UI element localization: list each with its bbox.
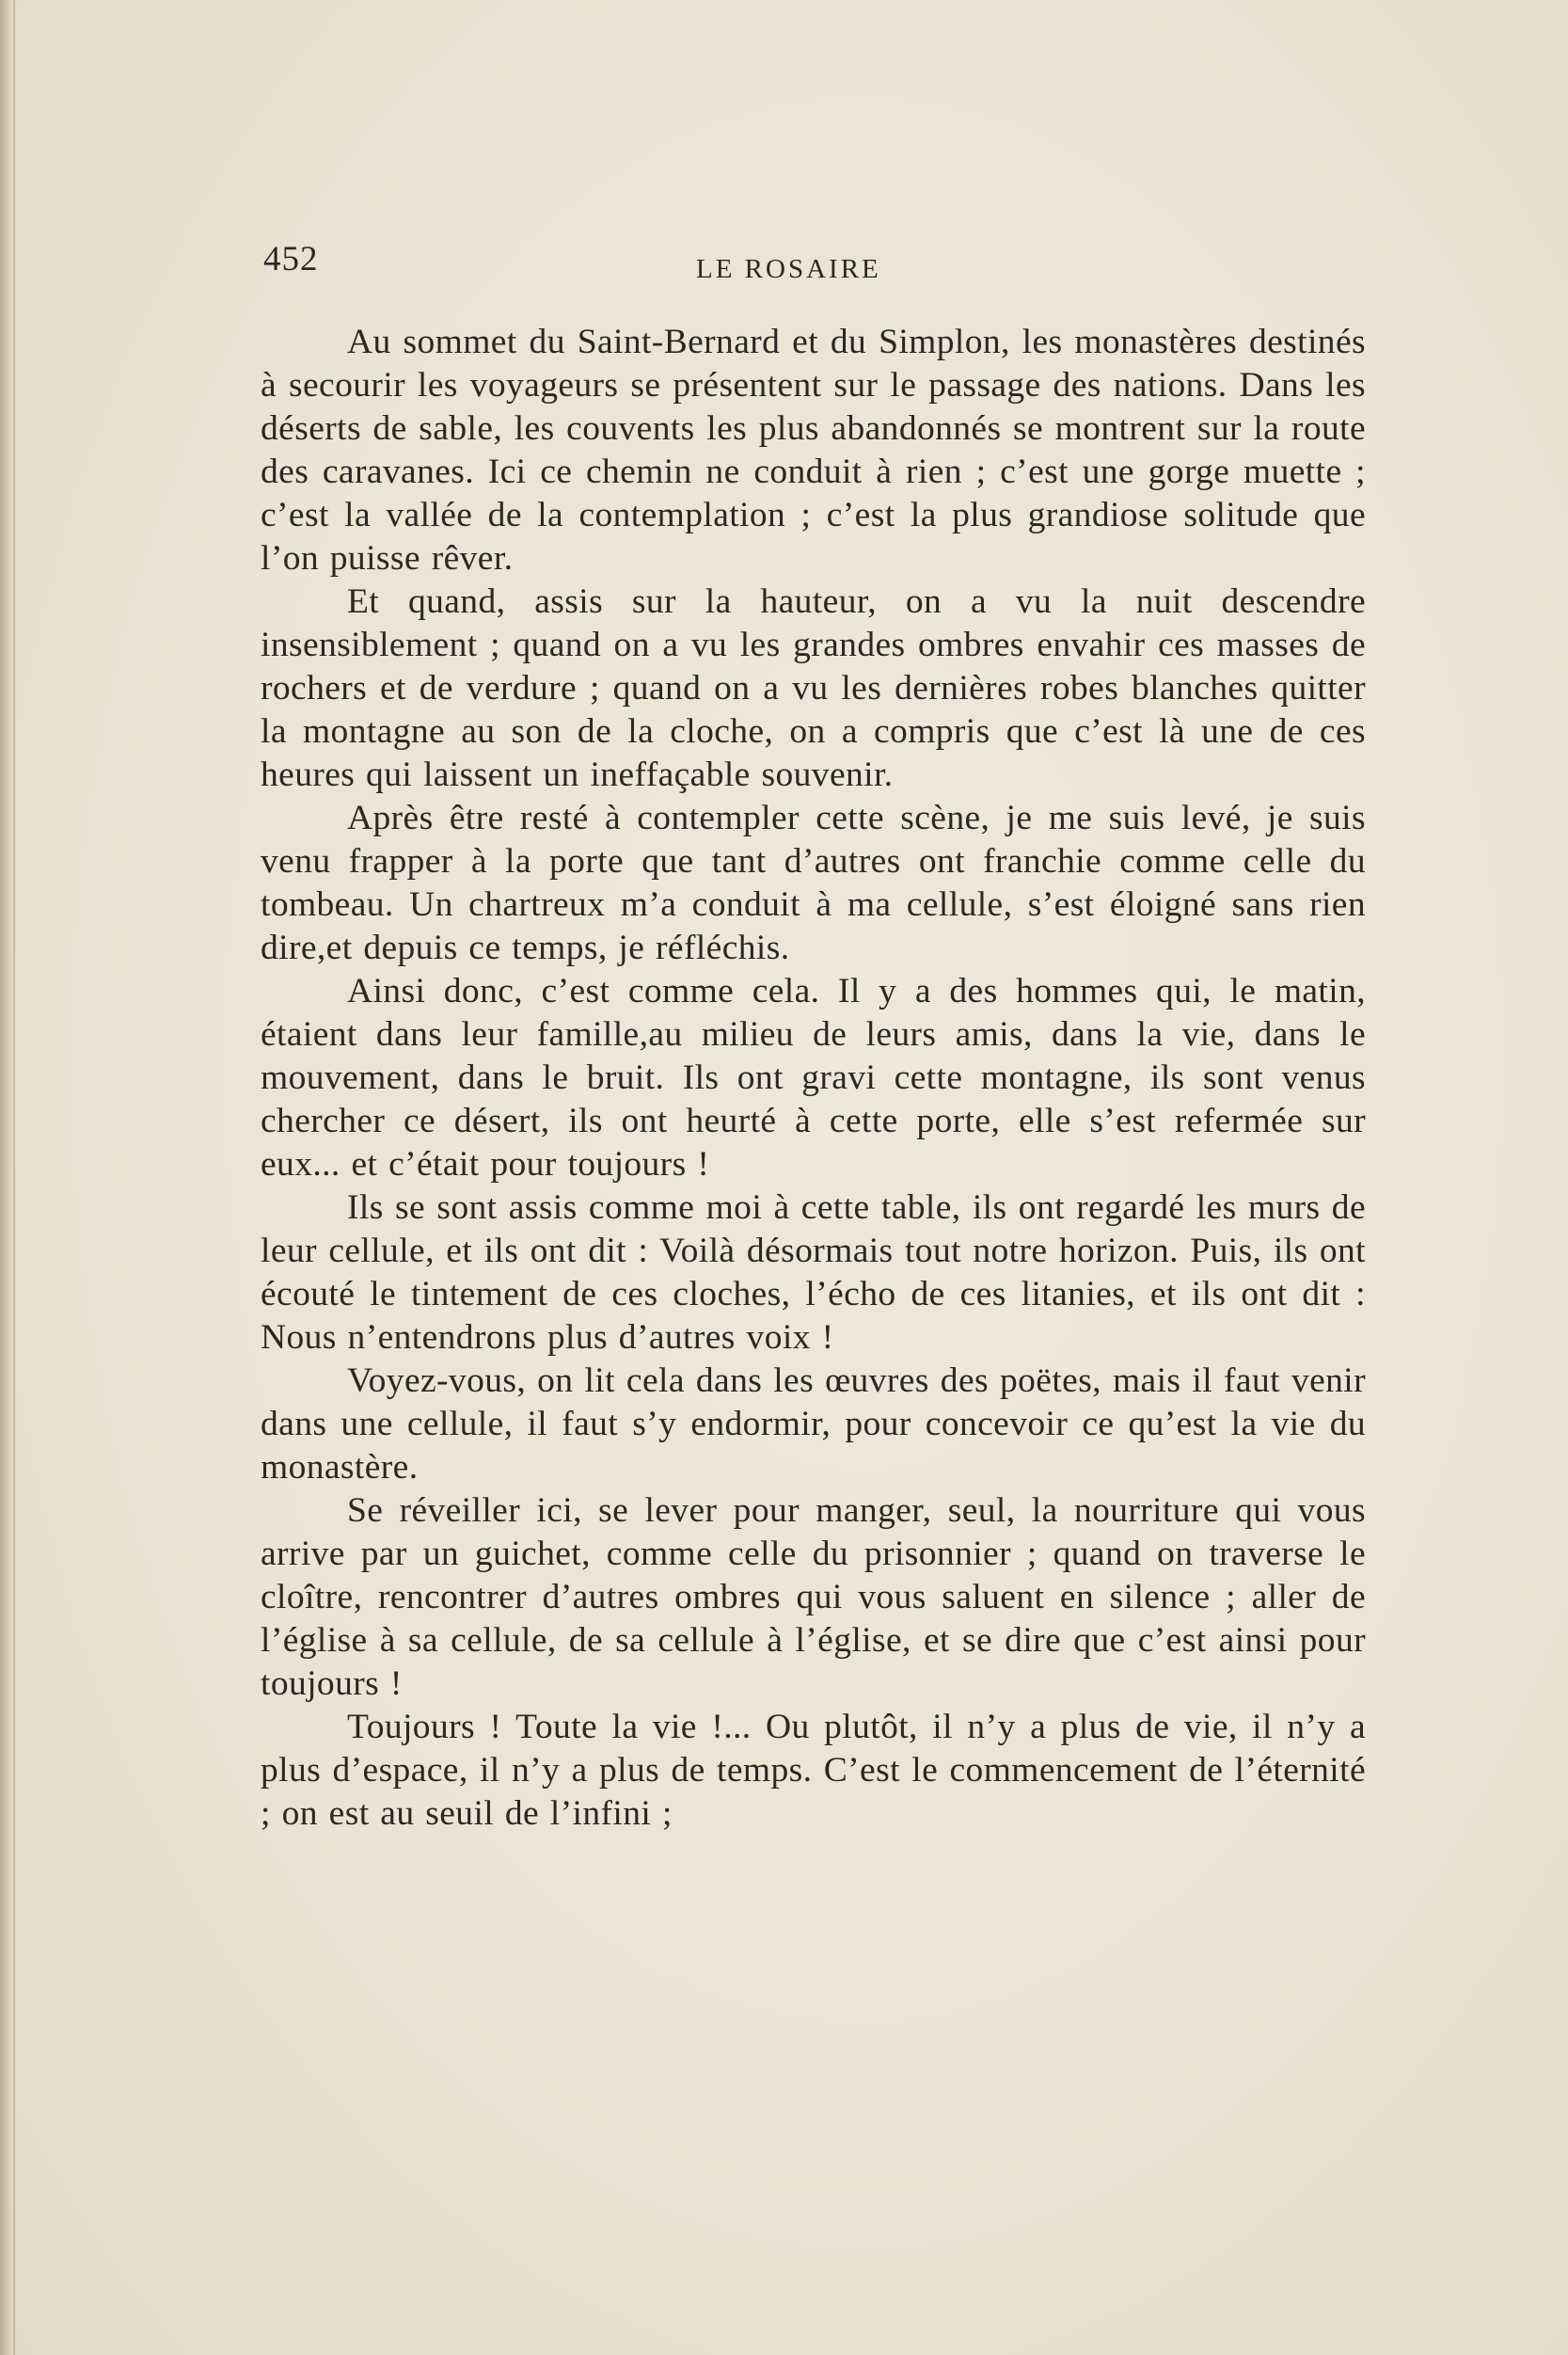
page-binding-edge	[0, 0, 13, 2355]
binding-shadow-line	[13, 0, 15, 2355]
paragraph: Et quand, assis sur la hauteur, on a vu la nuit descendre insensiblement ; quand on a vu les grandes ombres envahir ces masses de rochers et de verdure ; quand on a vu les dernières robes blanches quitter la montagne au son de la cloche, on a compris que c’est là une de ces heures qui laissent un ineffaçable souvenir.	[261, 582, 1366, 794]
body-text	[261, 321, 1366, 1836]
paragraph: Voyez-vous, on lit cela dans les œuvres des poëtes, mais il faut venir dans une cellule, il faut s’y endormir, pour concevoir ce qu’est la vie du monastère.	[261, 1361, 1366, 1487]
paragraph: Au sommet du Saint-Bernard et du Simplon, les monastères destinés à secourir les voyageurs se présentent sur le passage des nations. Dans les déserts de sable, les couvents les plus abandonnés se montrent sur la route des caravanes. Ici ce chemin ne conduit à rien ; c’est une gorge muette ; c’est la vallée de la contemplation ; c’est la plus grandiose solitude que l’on puisse rêver.	[261, 323, 1366, 578]
page-number: 452	[263, 240, 319, 278]
paragraph: Se réveiller ici, se lever pour manger, seul, la nourriture qui vous arrive par un guichet, comme celle du prisonnier ; quand on traverse le cloître, rencontrer d’autres ombres qui vous saluent en silence ; aller de l’église à sa cellule, de sa cellule à l’église, et se dire que c’est ainsi pour toujours !	[261, 1491, 1366, 1703]
paragraph: Ils se sont assis comme moi à cette table, ils ont regardé les murs de leur cellule, et ils ont dit : Voilà désormais tout notre horizon. Puis, ils ont écouté le tintement de ces cloches, l’écho de ces litanies, et ils ont dit : Nous n’entendrons plus d’autres voix !	[261, 1188, 1366, 1357]
paragraph: Après être resté à contempler cette scène, je me suis levé, je suis venu frapper à la porte que tant d’autres ont franchie comme celle du tombeau. Un chartreux m’a conduit à ma cellule, s’est éloigné sans rien dire,et depuis ce temps, je réfléchis.	[261, 799, 1366, 967]
paragraph: Ainsi donc, c’est comme cela. Il y a des hommes qui, le matin, étaient dans leur famille,au milieu de leurs amis, dans la vie, dans le mouvement, dans le bruit. Ils ont gravi cette montagne, ils sont venus chercher ce désert, ils ont heurté à cette porte, elle s’est refermée sur eux... et c’était pour toujours !	[261, 972, 1366, 1184]
running-head: LE ROSAIRE	[696, 254, 881, 284]
paragraph: Toujours ! Toute la vie !... Ou plutôt, il n’y a plus de vie, il n’y a plus d’espace, il n’y a plus de temps. C’est le commencement de l’éternité ; on est au seuil de l’infini ;	[261, 1708, 1366, 1833]
